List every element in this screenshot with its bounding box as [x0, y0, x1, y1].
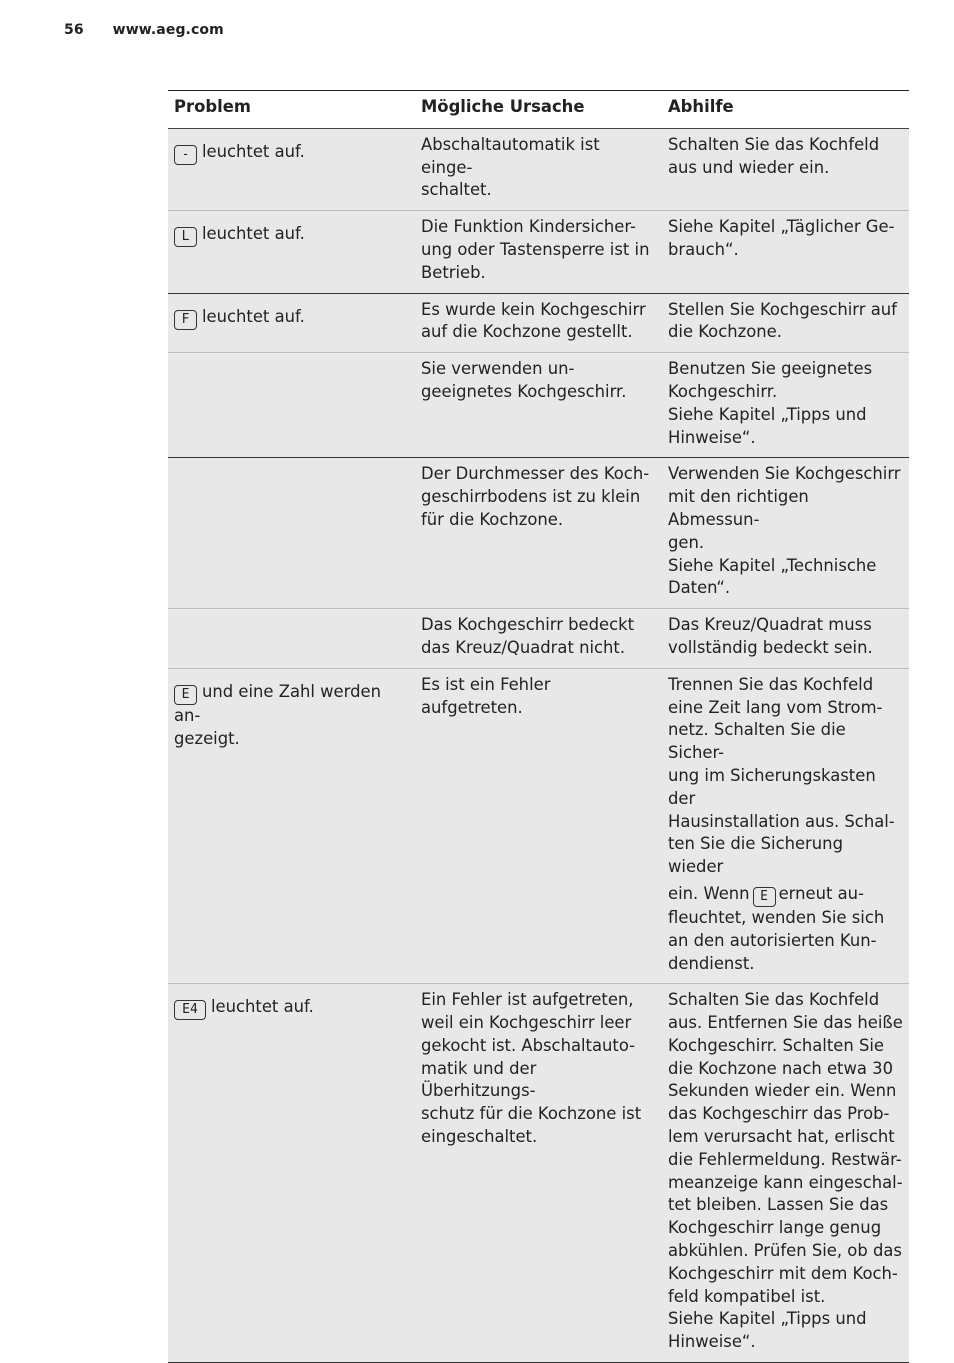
cause-line: weil ein Kochgeschirr leer — [421, 1013, 632, 1033]
problem-cell — [168, 984, 415, 1363]
problem-cell — [168, 668, 415, 984]
remedy-line: brauch“. — [668, 239, 739, 259]
problem-cell — [168, 211, 415, 293]
table-row — [168, 293, 909, 353]
remedy-line: die Fehlermeldung. Restwär- — [668, 1149, 902, 1169]
remedy-line: gen. — [668, 532, 705, 552]
cause-line: schaltet. — [421, 180, 492, 200]
table-row — [168, 353, 909, 458]
problem-text: gezeigt. — [174, 728, 240, 748]
remedy-line: die Kochzone. — [668, 322, 782, 342]
problem-text: leuchtet auf. — [202, 306, 305, 326]
remedy-line: Kochgeschirr mit dem Koch- — [668, 1263, 898, 1283]
problem-cell — [168, 128, 415, 210]
problem-cell — [168, 609, 415, 669]
remedy-cell — [662, 128, 909, 210]
remedy-line: Hinweise“. — [668, 427, 756, 447]
remedy-line: Siehe Kapitel „Tipps und — [668, 1309, 867, 1329]
remedy-line: Benutzen Sie geeignetes — [668, 359, 873, 379]
problem-text: leuchtet auf. — [202, 141, 305, 161]
cause-cell — [415, 211, 662, 293]
page-number: 56 — [64, 22, 84, 38]
cause-line: für die Kochzone. — [421, 509, 564, 529]
remedy-cell — [662, 609, 909, 669]
table-row — [168, 984, 909, 1363]
remedy-line: feld kompatibel ist. — [668, 1286, 826, 1306]
cause-line: matik und der Überhitzungs- — [421, 1058, 537, 1101]
cause-line: Abschaltautomatik ist einge- — [421, 134, 600, 177]
table-row — [168, 211, 909, 293]
troubleshooting-table — [168, 90, 909, 1363]
site-url: www.aeg.com — [112, 22, 224, 38]
remedy-line: abkühlen. Prüfen Sie, ob das — [668, 1241, 902, 1261]
cause-line: eingeschaltet. — [421, 1127, 538, 1147]
display-symbol-dash: - — [174, 145, 197, 165]
page-header — [64, 22, 224, 38]
remedy-line: Siehe Kapitel „Tipps und — [668, 404, 867, 424]
cause-cell — [415, 609, 662, 669]
problem-text: leuchtet auf. — [202, 224, 305, 244]
display-symbol-f: F — [174, 310, 197, 330]
remedy-cell — [662, 458, 909, 609]
table-row — [168, 458, 909, 609]
remedy-line: Hinweise“. — [668, 1332, 756, 1352]
remedy-line: dendienst. — [668, 953, 755, 973]
problem-text: leuchtet auf. — [211, 997, 314, 1017]
remedy-inline-text: erneut au- — [778, 883, 864, 903]
cause-line: das Kreuz/Quadrat nicht. — [421, 637, 626, 657]
cause-line: ung oder Tastensperre ist in — [421, 239, 650, 259]
remedy-line: vollständig bedeckt sein. — [668, 637, 873, 657]
remedy-line: Das Kreuz/Quadrat muss — [668, 615, 872, 635]
display-symbol-e4: E4 — [174, 1000, 206, 1020]
remedy-cell — [662, 211, 909, 293]
remedy-line: die Kochzone nach etwa 30 — [668, 1058, 893, 1078]
remedy-line: Schalten Sie das Kochfeld — [668, 134, 880, 154]
remedy-line: lem verursacht hat, erlischt — [668, 1127, 895, 1147]
table-row — [168, 609, 909, 669]
remedy-line: aus. Entfernen Sie das heiße — [668, 1013, 903, 1033]
remedy-line: tet bleiben. Lassen Sie das — [668, 1195, 889, 1215]
troubleshooting-table-wrapper — [168, 90, 909, 1363]
cause-line: gekocht ist. Abschaltauto- — [421, 1035, 636, 1055]
remedy-cell — [662, 984, 909, 1363]
remedy-line: Kochgeschirr. Schalten Sie — [668, 1035, 884, 1055]
remedy-line: Trennen Sie das Kochfeld — [668, 674, 874, 694]
column-header-remedy: Abhilfe — [662, 91, 909, 129]
cause-line: Ein Fehler ist aufgetreten, — [421, 990, 634, 1010]
remedy-line: Sekunden wieder ein. Wenn — [668, 1081, 897, 1101]
remedy-line: meanzeige kann eingeschal- — [668, 1172, 903, 1192]
cause-line: Die Funktion Kindersicher- — [421, 217, 636, 237]
cause-cell — [415, 353, 662, 458]
remedy-line: ung im Sicherungskasten der — [668, 765, 876, 808]
remedy-line: Siehe Kapitel „Technische — [668, 555, 877, 575]
cause-cell — [415, 458, 662, 609]
remedy-line — [668, 883, 903, 907]
remedy-line: Verwenden Sie Kochgeschirr — [668, 464, 901, 484]
remedy-line: Stellen Sie Kochgeschirr auf — [668, 299, 897, 319]
cause-cell — [415, 128, 662, 210]
cause-cell — [415, 984, 662, 1363]
remedy-line: Kochgeschirr. — [668, 381, 778, 401]
problem-cell — [168, 458, 415, 609]
cause-cell — [415, 668, 662, 984]
remedy-line: fleuchtet, wenden Sie sich — [668, 907, 885, 927]
remedy-line: Kochgeschirr lange genug — [668, 1218, 882, 1238]
remedy-line: das Kochgeschirr das Prob- — [668, 1104, 890, 1124]
remedy-cell — [662, 668, 909, 984]
cause-line: schutz für die Kochzone ist — [421, 1104, 642, 1124]
cause-line: Betrieb. — [421, 262, 486, 282]
cause-line: geeignetes Kochgeschirr. — [421, 381, 627, 401]
remedy-inline-text: ein. Wenn — [668, 883, 750, 903]
cause-cell — [415, 293, 662, 353]
problem-cell — [168, 293, 415, 353]
remedy-line: an den autorisierten Kun- — [668, 930, 877, 950]
remedy-line: aus und wieder ein. — [668, 157, 830, 177]
table-header-row — [168, 91, 909, 129]
remedy-line: Hausinstallation aus. Schal- — [668, 811, 895, 831]
table-row — [168, 668, 909, 984]
display-symbol-e: E — [753, 887, 776, 907]
remedy-line: mit den richtigen Abmessun- — [668, 487, 809, 529]
problem-text: und eine Zahl werden an- — [174, 681, 381, 725]
remedy-line: ten Sie die Sicherung wieder — [668, 834, 843, 877]
remedy-line: Daten“. — [668, 578, 731, 598]
cause-line: Es wurde kein Kochgeschirr — [421, 299, 646, 319]
remedy-line: Schalten Sie das Kochfeld — [668, 990, 880, 1010]
problem-cell — [168, 353, 415, 458]
display-symbol-l: L — [174, 227, 197, 247]
remedy-line: netz. Schalten Sie die Sicher- — [668, 720, 846, 763]
cause-line: Das Kochgeschirr bedeckt — [421, 615, 635, 635]
column-header-problem: Problem — [168, 91, 415, 129]
cause-line: Es ist ein Fehler aufgetreten. — [421, 674, 551, 717]
column-header-cause: Mögliche Ursache — [415, 91, 662, 129]
display-symbol-e: E — [174, 685, 197, 705]
table-row — [168, 128, 909, 210]
remedy-cell — [662, 293, 909, 353]
remedy-line: eine Zeit lang vom Strom- — [668, 697, 883, 717]
cause-line: geschirrbodens ist zu klein — [421, 487, 641, 507]
cause-line: auf die Kochzone gestellt. — [421, 322, 633, 342]
remedy-line: Siehe Kapitel „Täglicher Ge- — [668, 217, 895, 237]
cause-line: Der Durchmesser des Koch- — [421, 464, 650, 484]
cause-line: Sie verwenden un- — [421, 359, 575, 379]
remedy-cell — [662, 353, 909, 458]
